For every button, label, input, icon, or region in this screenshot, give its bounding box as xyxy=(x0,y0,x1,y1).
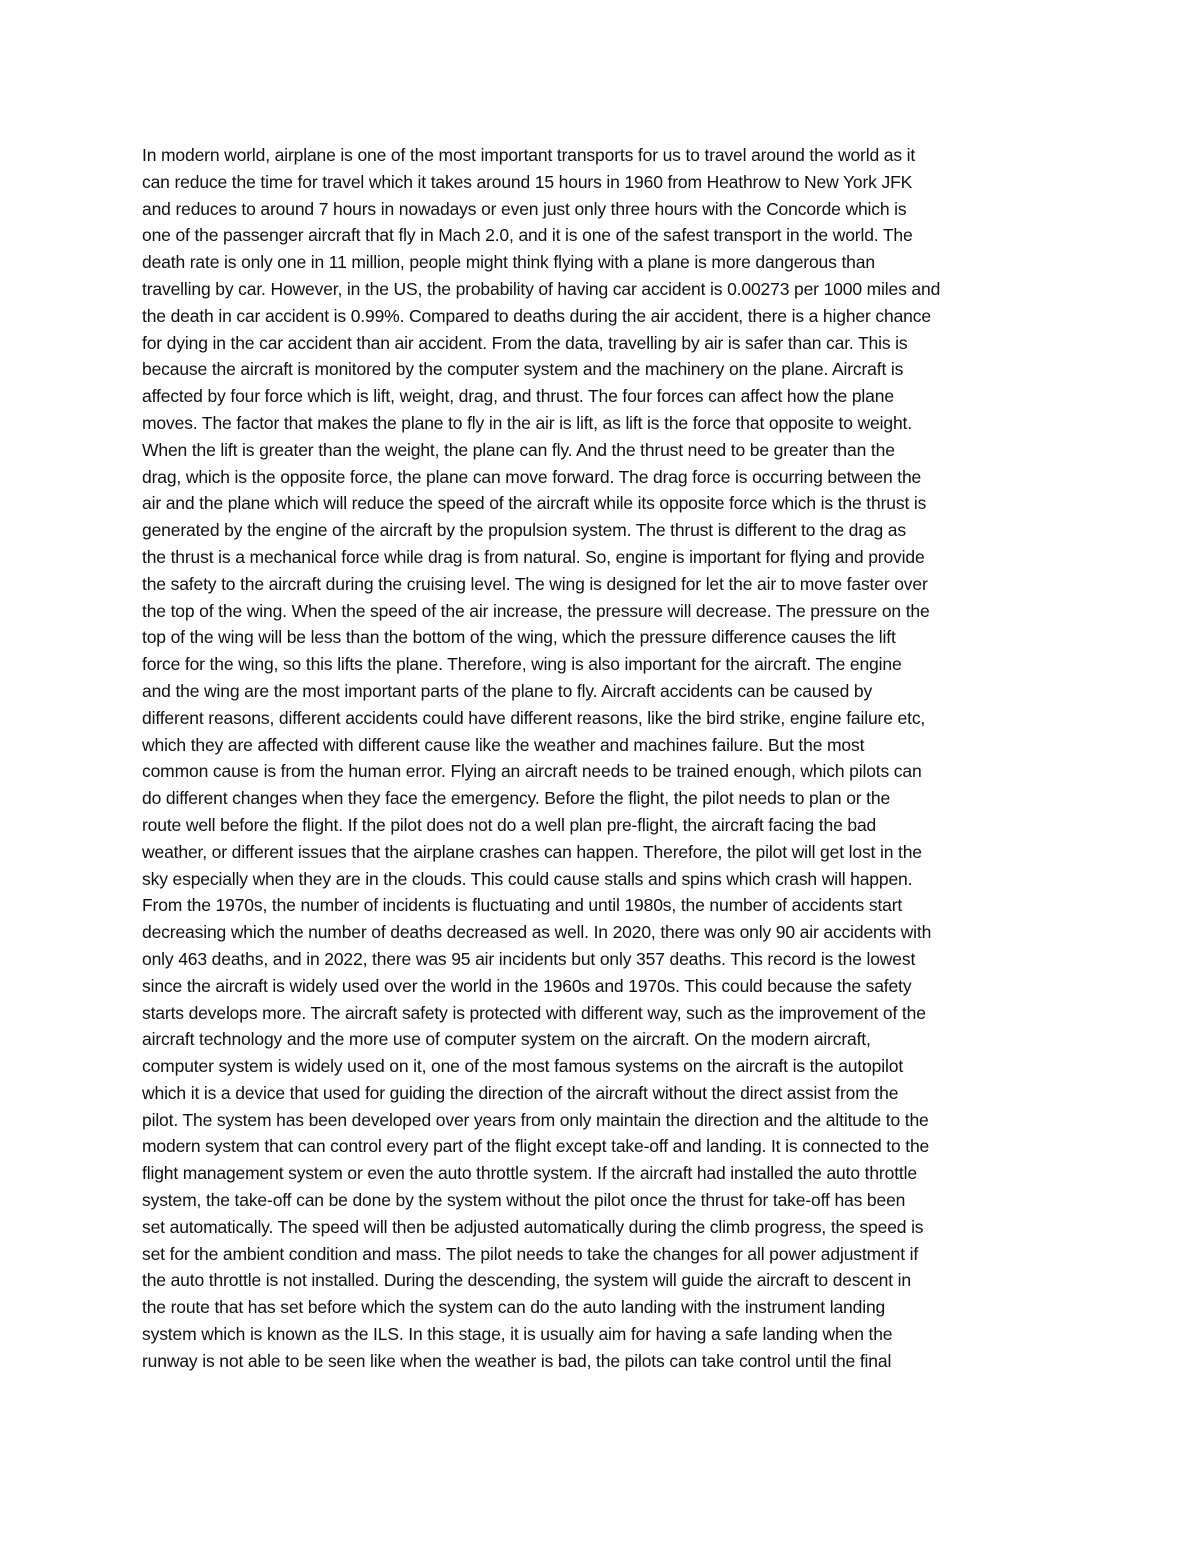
text-line: pilot. The system has been developed over years from only maintain the direction and the altitude to the xyxy=(142,1109,929,1130)
text-line: air and the plane which will reduce the speed of the aircraft while its opposite force which is the thrust is xyxy=(142,493,927,514)
text-line: From the 1970s, the number of incidents is fluctuating and until 1980s, the number of accidents start xyxy=(142,895,903,916)
text-line: system, the take-off can be done by the system without the pilot once the thrust for take-off has been xyxy=(142,1190,906,1211)
text-line: starts develops more. The aircraft safety is protected with different way, such as the improvement of the xyxy=(142,1002,926,1023)
text-line: set automatically. The speed will then be adjusted automatically during the climb progress, the speed is xyxy=(142,1216,924,1237)
text-line: and the wing are the most important parts of the plane to fly. Aircraft accidents can be caused by xyxy=(142,680,873,701)
text-line: weather, or different issues that the airplane crashes can happen. Therefore, the pilot will get lost in the xyxy=(142,841,922,862)
text-line: affected by four force which is lift, weight, drag, and thrust. The four forces can affect how the plane xyxy=(142,386,894,407)
text-line: the route that has set before which the system can do the auto landing with the instrument landing xyxy=(142,1297,886,1318)
text-line: drag, which is the opposite force, the plane can move forward. The drag force is occurring between the xyxy=(142,466,922,487)
text-line: can reduce the time for travel which it takes around 15 hours in 1960 from Heathrow to New York JFK xyxy=(142,171,913,192)
text-line: only 463 deaths, and in 2022, there was 95 air incidents but only 357 deaths. This record is the lowest xyxy=(142,948,916,969)
text-line: runway is not able to be seen like when the weather is bad, the pilots can take control until the final xyxy=(142,1350,892,1371)
text-line: aircraft technology and the more use of computer system on the aircraft. On the modern aircraft, xyxy=(142,1029,871,1050)
text-line: and reduces to around 7 hours in nowadays or even just only three hours with the Concorde which is xyxy=(142,198,907,219)
text-line: computer system is widely used on it, one of the most famous systems on the aircraft is the autopilot xyxy=(142,1056,904,1077)
text-line: since the aircraft is widely used over the world in the 1960s and 1970s. This could because the safety xyxy=(142,975,912,996)
text-line: because the aircraft is monitored by the computer system and the machinery on the plane. Aircraft is xyxy=(142,359,904,380)
text-line: for dying in the car accident than air accident. From the data, travelling by air is safer than car. This is xyxy=(142,332,908,353)
text-line: In modern world, airplane is one of the most important transports for us to travel around the world as it xyxy=(142,145,916,165)
text-line: the thrust is a mechanical force while drag is from natural. So, engine is important for flying and provide xyxy=(142,546,925,567)
text-line: moves. The factor that makes the plane to fly in the air is lift, as lift is the force that opposite to weight. xyxy=(142,412,912,433)
text-line: sky especially when they are in the clouds. This could cause stalls and spins which crash will happen. xyxy=(142,868,913,889)
text-line: modern system that can control every part of the flight except take-off and landing. It is connected to the xyxy=(142,1136,930,1157)
text-line: the death in car accident is 0.99%. Compared to deaths during the air accident, there is a higher chance xyxy=(142,305,931,326)
text-line: generated by the engine of the aircraft by the propulsion system. The thrust is different to the drag as xyxy=(142,520,906,541)
text-line: system which is known as the ILS. In this stage, it is usually aim for having a safe landing when the xyxy=(142,1324,893,1345)
text-line: the auto throttle is not installed. During the descending, the system will guide the aircraft to descent in xyxy=(142,1270,911,1291)
text-line: When the lift is greater than the weight, the plane can fly. And the thrust need to be greater than the xyxy=(142,439,895,460)
text-line: the safety to the aircraft during the cruising level. The wing is designed for let the air to move faster over xyxy=(142,573,928,594)
text-line: decreasing which the number of deaths decreased as well. In 2020, there was only 90 air accidents with xyxy=(142,922,932,943)
text-line: the top of the wing. When the speed of the air increase, the pressure will decrease. The pressure on the xyxy=(142,600,930,621)
text-line: do different changes when they face the emergency. Before the flight, the pilot needs to plan or the xyxy=(142,788,891,809)
text-line: which it is a device that used for guiding the direction of the aircraft without the direct assist from the xyxy=(142,1082,899,1103)
text-line: death rate is only one in 11 million, people might think flying with a plane is more dangerous than xyxy=(142,252,875,273)
text-line: flight management system or even the auto throttle system. If the aircraft had installed the auto throttle xyxy=(142,1163,917,1184)
text-line: top of the wing will be less than the bottom of the wing, which the pressure difference causes the lift xyxy=(142,627,896,648)
text-line: common cause is from the human error. Flying an aircraft needs to be trained enough, which pilots can xyxy=(142,761,922,782)
text-line: force for the wing, so this lifts the plane. Therefore, wing is also important for the aircraft. The engine xyxy=(142,654,902,675)
text-line: travelling by car. However, in the US, the probability of having car accident is 0.00273 per 1000 miles and xyxy=(142,278,941,299)
text-line: route well before the flight. If the pilot does not do a well plan pre-flight, the aircraft facing the bad xyxy=(142,814,877,835)
text-line: set for the ambient condition and mass. The pilot needs to take the changes for all power adjustment if xyxy=(142,1243,919,1264)
text-line: different reasons, different accidents could have different reasons, like the bird strike, engine failure etc, xyxy=(142,707,926,728)
text-line: one of the passenger aircraft that fly in Mach 2.0, and it is one of the safest transport in the world. The xyxy=(142,225,913,246)
text-line: which they are affected with different cause like the weather and machines failure. But the most xyxy=(142,734,865,755)
body-paragraph xyxy=(142,142,1082,1375)
